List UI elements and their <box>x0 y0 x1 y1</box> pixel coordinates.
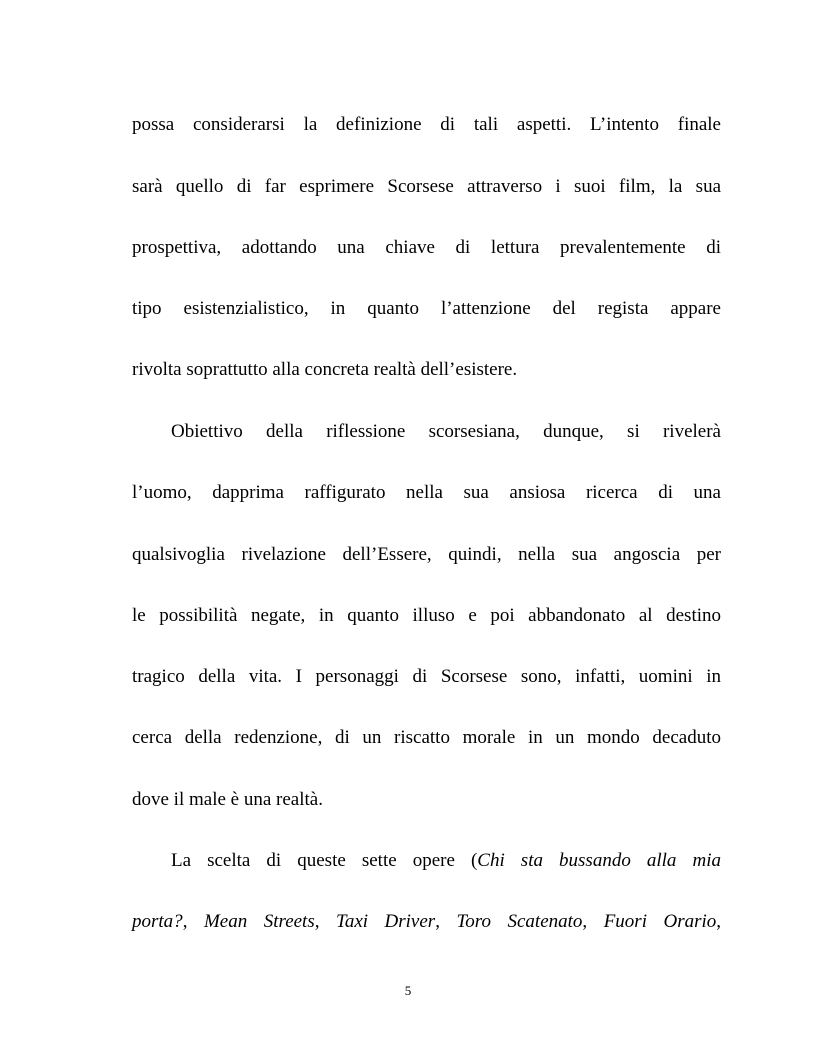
paragraph-3-line-2 <box>132 910 721 934</box>
paragraph-3-intro: La scelta di queste sette opere ( <box>171 850 478 871</box>
separator: , <box>716 911 722 932</box>
paragraph-2-line-4: le possibilità negate, in quanto illuso e poi abbandonato al destino <box>132 605 721 626</box>
paragraph-1-line-3: prospettiva, adottando una chiave di lettura prevalentemente di <box>132 237 721 258</box>
paragraph-3-line-1 <box>171 849 721 873</box>
paragraph-1-line-1: possa considerarsi la definizione di tali aspetti. L’intento finale <box>132 114 721 135</box>
separator: , <box>582 911 588 932</box>
paragraph-2-line-6: cerca della redenzione, di un riscatto morale in un mondo decaduto <box>132 727 721 748</box>
paragraph-2-line-7: dove il male è una realtà. <box>132 789 323 810</box>
paragraph-2-line-1: Obiettivo della riflessione scorsesiana, dunque, si rivelerà <box>171 421 721 442</box>
film-title-porta: porta? <box>132 911 183 932</box>
film-title-mean-streets: Mean Streets <box>203 911 315 932</box>
separator: , <box>182 911 188 932</box>
separator: , <box>435 911 440 932</box>
film-title-fuori-orario: Fuori Orario <box>603 911 717 932</box>
paragraph-2-line-5: tragico della vita. I personaggi di Scorsese sono, infatti, uomini in <box>132 666 721 687</box>
paragraph-2-line-3: qualsivoglia rivelazione dell’Essere, quindi, nella sua angoscia per <box>132 544 721 565</box>
page-number: 5 <box>404 983 412 998</box>
paragraph-1-line-2: sarà quello di far esprimere Scorsese attraverso i suoi film, la sua <box>132 176 721 197</box>
paragraph-2-line-2: l’uomo, dapprima raffigurato nella sua ansiosa ricerca di una <box>132 482 721 503</box>
film-title-taxi-driver: Taxi Driver <box>336 911 436 932</box>
film-title-chi-sta-bussando: Chi sta bussando alla mia <box>477 850 721 871</box>
separator: , <box>314 911 320 932</box>
paragraph-1-line-4: tipo esistenzialistico, in quanto l’attenzione del regista appare <box>132 298 721 319</box>
paragraph-1-line-5: rivolta soprattutto alla concreta realtà dell’esistere. <box>132 359 518 380</box>
film-title-toro-scatenato: Toro Scatenato <box>456 911 583 932</box>
